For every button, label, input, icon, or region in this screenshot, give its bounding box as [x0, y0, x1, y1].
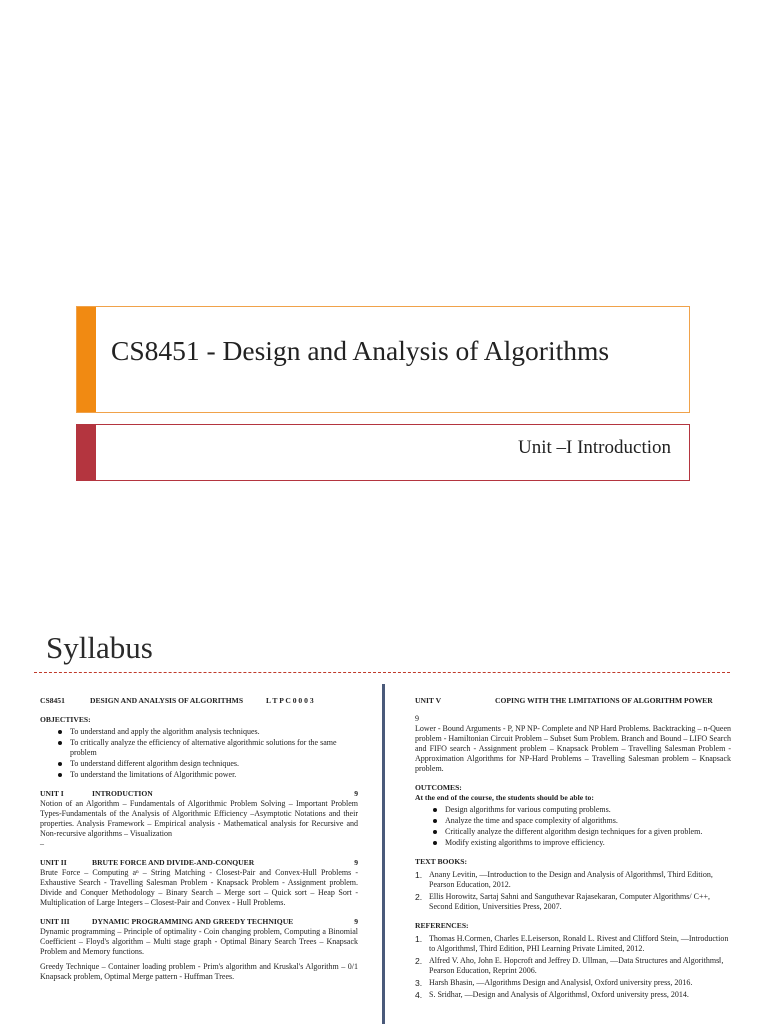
unit-content: Lower - Bound Arguments - P, NP NP- Complete and NP Hard Problems. Backtracking – n-Queen problem - Hamiltonian Circuit Problem – Subset Sum Problem. Branch and Bound – LIFO Search and FIFO search - Assignment problem – Knapsack Problem – Travelling Salesman Problem - Approximation Algorithms for NP-Hard Problems – Travelling Salesman problem – Knapsack problem. [415, 724, 731, 773]
list-item: To critically analyze the efficiency of alternative algorithmic solutions for the same problem [70, 738, 358, 758]
item-number: 1. [415, 870, 423, 880]
objectives-list [40, 727, 358, 780]
textbooks-heading: TEXT BOOKS: [415, 857, 467, 866]
list-item: To understand different algorithm design techniques. [70, 759, 358, 769]
unit-hours: 9 [415, 714, 419, 723]
syllabus-right-column [415, 696, 731, 1002]
syllabus-heading: Syllabus [46, 630, 153, 665]
item-text: Harsh Bhasin, —Algorithms Design and Analysis‖, Oxford university press, 2016. [429, 978, 693, 987]
list-item: To understand the limitations of Algorithmic power. [70, 770, 358, 780]
unit-content: Dynamic programming – Principle of optimality - Coin changing problem, Computing a Binomial Coefficient – Floyd's algorithm – Multi stage graph - Optimal Binary Search Trees – Knapsack Problem and Memory functions. [40, 927, 358, 956]
unit-number: UNIT III [40, 917, 70, 926]
course-ltpc: L T P C 0 0 0 3 [266, 696, 314, 705]
slide-subtitle: Unit –I Introduction [517, 437, 671, 458]
item-number: 3. [415, 978, 423, 988]
list-item [415, 978, 731, 988]
unit-hours: 9 [354, 789, 358, 798]
unit-content: Notion of an Algorithm – Fundamentals of Algorithmic Problem Solving – Important Problem Types-Fundamentals of the Analysis of Algorithmic Efficiency –Asymptotic Notations and their properties. Analysis Framework – Empirical analysis - Mathematical analysis for Recursive and Non-recursive algorithms – Visualization [40, 799, 358, 838]
list-item: Design algorithms for various computing problems. [445, 805, 731, 815]
objectives-heading: OBJECTIVES: [40, 715, 91, 724]
unit-title: DYNAMIC PROGRAMMING AND GREEDY TECHNIQUE [92, 917, 294, 926]
item-number: 2. [415, 892, 423, 902]
subtitle-accent-bar [77, 425, 96, 480]
list-item [415, 892, 731, 912]
title-box [76, 306, 690, 413]
item-number: 4. [415, 990, 423, 1000]
slide-title: CS8451 - Design and Analysis of Algorithms [111, 335, 610, 366]
unit-hours: 9 [354, 858, 358, 867]
unit-header [40, 858, 358, 868]
item-text: Ellis Horowitz, Sartaj Sahni and Sanguthevar Rajasekaran, Computer Algorithms/ C++, Second Edition, Universities Press, 2007. [429, 892, 710, 911]
item-number: 2. [415, 956, 423, 966]
unit-number: UNIT V [415, 696, 442, 705]
unit-number: UNIT II [40, 858, 67, 867]
item-number: 1. [415, 934, 423, 944]
list-item: Modify existing algorithms to improve efficiency. [445, 838, 731, 848]
course-header [40, 696, 358, 706]
list-item [415, 870, 731, 890]
list-item: To understand and apply the algorithm analysis techniques. [70, 727, 358, 737]
outcomes-heading: OUTCOMES: [415, 783, 462, 792]
textbooks-list [415, 870, 731, 912]
unit-content: Brute Force – Computing aⁿ – String Matching - Closest-Pair and Convex-Hull Problems - Exhaustive Search - Travelling Salesman Problem - Knapsack Problem - Assignment problem. Divide and Conquer Methodology – Binary Search – Merge sort – Quick sort – Heap Sort - Multiplication of Large Integers – Closest-Pair and Convex - Hull Problems. [40, 868, 358, 907]
unit-header [40, 789, 358, 799]
unit-number: UNIT I [40, 789, 64, 798]
course-code: CS8451 [40, 696, 65, 705]
unit-title: BRUTE FORCE AND DIVIDE-AND-CONQUER [92, 858, 255, 867]
list-item: Critically analyze the different algorithm design techniques for a given problem. [445, 827, 731, 837]
outcomes-intro: At the end of the course, the students should be able to: [415, 793, 594, 802]
unit-header [415, 696, 731, 706]
unit-title: COPING WITH THE LIMITATIONS OF ALGORITHM POWER [495, 696, 713, 705]
list-item [415, 990, 731, 1000]
list-item: Analyze the time and space complexity of algorithms. [445, 816, 731, 826]
course-name: DESIGN AND ANALYSIS OF ALGORITHMS [90, 696, 244, 705]
unit-content: – [40, 839, 44, 848]
list-item [415, 956, 731, 976]
outcomes-list [415, 805, 731, 848]
item-text: Anany Levitin, —Introduction to the Design and Analysis of Algorithms‖, Third Edition, Pearson Education, 2012. [429, 870, 713, 889]
item-text: Thomas H.Cormen, Charles E.Leiserson, Ronald L. Rivest and Clifford Stein, —Introduction to Algorithms‖, Third Edition, PHI Learning Private Limited, 2012. [429, 934, 729, 953]
subtitle-box [76, 424, 690, 481]
syllabus-left-column [40, 696, 358, 982]
unit-header [40, 917, 358, 927]
unit-title: INTRODUCTION [92, 789, 153, 798]
title-accent-bar [77, 307, 96, 412]
list-item [415, 934, 731, 954]
unit-hours: 9 [354, 917, 358, 926]
references-list [415, 934, 731, 1000]
syllabus-divider [34, 672, 730, 673]
unit-content: Greedy Technique – Container loading problem - Prim's algorithm and Kruskal's Algorithm – 0/1 Knapsack problem, Optimal Merge pattern - Huffman Trees. [40, 962, 358, 981]
item-text: Alfred V. Aho, John E. Hopcroft and Jeffrey D. Ullman, —Data Structures and Algorithms‖, Pearson Education, Reprint 2006. [429, 956, 724, 975]
item-text: S. Sridhar, —Design and Analysis of Algorithms‖, Oxford university press, 2014. [429, 990, 689, 999]
references-heading: REFERENCES: [415, 921, 469, 930]
column-divider [382, 684, 385, 1024]
